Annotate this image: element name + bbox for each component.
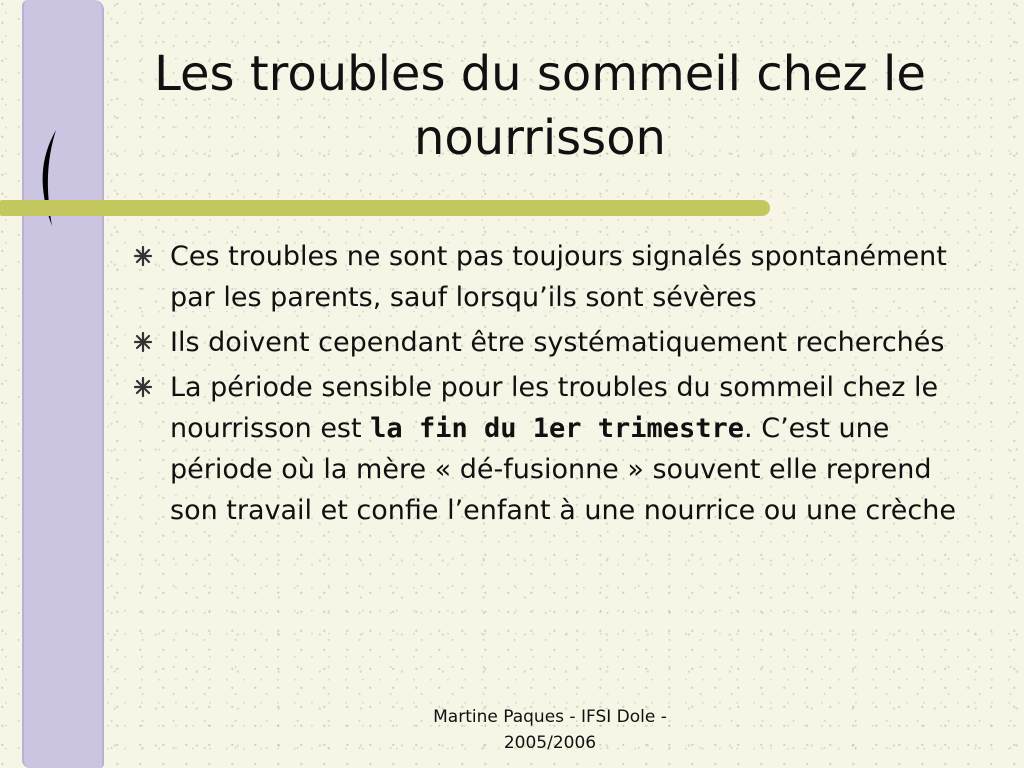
footer-line-2: 2005/2006 bbox=[503, 733, 597, 753]
bullet-text-emphasis: la fin du 1er trimestre bbox=[370, 413, 745, 444]
bullet-item-1 bbox=[128, 236, 978, 318]
bullet-text-start: La période sensible pour les troubles du sommeil chez le nourrisson est bbox=[170, 372, 939, 444]
bullet-text: Ces troubles ne sont pas toujours signalés spontanément par les parents, sauf lorsqu’ils sont sévères bbox=[170, 241, 947, 313]
bullet-text: Ils doivent cependant être systématiquement recherchés bbox=[170, 327, 945, 358]
footer-line-1: Martine Paques - IFSI Dole - bbox=[433, 707, 667, 727]
bullet-list bbox=[128, 236, 978, 535]
asterisk-bullet-icon bbox=[132, 245, 154, 267]
side-decoration-bar bbox=[22, 0, 104, 768]
asterisk-bullet-icon bbox=[132, 331, 154, 353]
bullet-text-end: . C’est une période où la mère « dé-fusionne » souvent elle reprend son travail et confie l’enfant à une nourrice ou une crèche bbox=[170, 413, 956, 526]
title-underline-bar bbox=[0, 200, 770, 216]
bullet-item-2 bbox=[128, 322, 978, 363]
asterisk-bullet-icon bbox=[132, 376, 154, 398]
bullet-item-3 bbox=[128, 367, 978, 531]
slide-footer bbox=[400, 704, 700, 756]
slide-title: Les troubles du sommeil chez le nourrisson bbox=[154, 46, 926, 166]
